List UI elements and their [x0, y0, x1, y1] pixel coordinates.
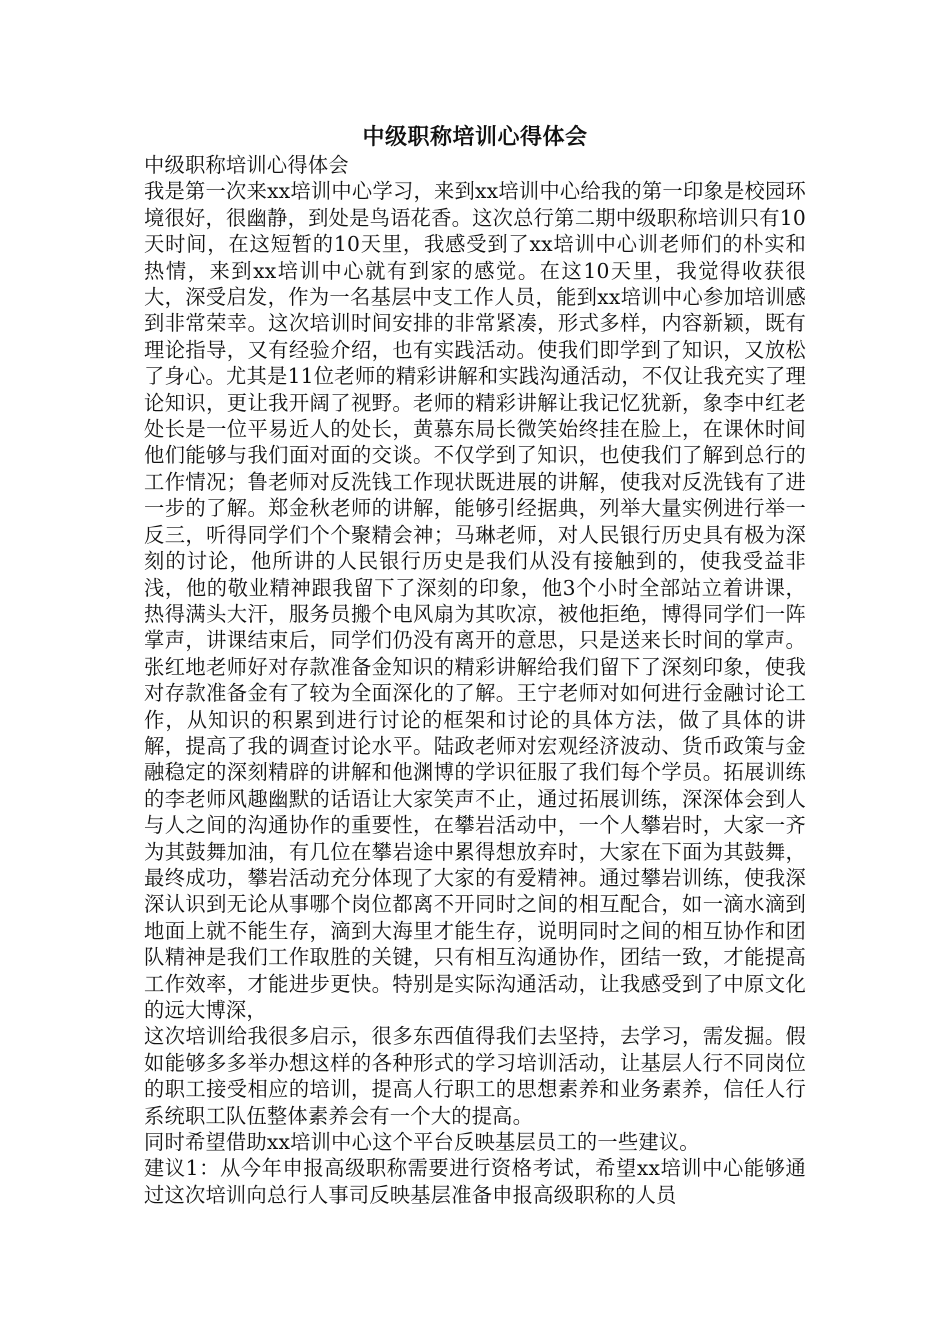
- document-title: 中级职称培训心得体会: [362, 124, 588, 150]
- document-body: [144, 122, 806, 1208]
- subtitle-paragraph: 中级职称培训心得体会: [144, 153, 349, 177]
- body-paragraph: 我是第一次来xx培训中心学习，来到xx培训中心给我的第一印象是校园环境很好，很幽静，到处是鸟语花香。这次总行第二期中级职称培训只有10天时间，在这短暂的10天里，我感受到了xx培训中心训老师们的朴实和热情，来到xx培训中心就有到家的感觉。在这10天里，我觉得收获很大，深受启发，作为一名基层中支工作人员，能到xx培训中心参加培训感到非常荣幸。这次培训时间安排的非常紧凑，形式多样，内容新颖，既有理论指导，又有经验介绍，也有实践活动。使我们即学到了知识，又放松了身心。尤其是11位老师的精彩讲解和实践沟通活动，不仅让我充实了理论知识，更让我开阔了视野。老师的精彩讲解让我记忆犹新，象李中红老处长是一位平易近人的处长，黄慕东局长微笑始终挂在脸上，在课休时间他们能够与我们面对面的交谈。不仅学到了知识，也使我们了解到总行的工作情况；鲁老师对反洗钱工作现状既进展的讲解，使我对反洗钱有了进一步的了解。郑金秋老师的讲解，能够引经据典，列举大量实例进行举一反三，听得同学们个个聚精会神；马琳老师，对人民银行历史具有极为深刻的讨论，他所讲的人民银行历史是我们从没有接触到的，使我受益非浅，他的敬业精神跟我留下了深刻的印象，他3个小时全部站立着讲课，热得满头大汗，服务员搬个电风扇为其吹凉，被他拒绝，博得同学们一阵掌声，讲课结束后，同学们仍没有离开的意思，只是送来长时间的掌声。张红地老师好对存款准备金知识的精彩讲解给我们留下了深刻印象，使我对存款准备金有了较为全面深化的了解。王宁老师对如何进行金融讨论工作，从知识的积累到进行讨论的框架和讨论的具体方法，做了具体的讲解，提高了我的调查讨论水平。陆政老师对宏观经济波动、货币政策与金融稳定的深刻精辟的讲解和他渊博的学识征服了我们每个学员。拓展训练的李老师风趣幽默的话语让大家笑声不止，通过拓展训练，深深体会到人与人之间的沟通协作的重要性，在攀岩活动中，一个人攀岩时，大家一齐为其鼓舞加油，有几位在攀岩途中累得想放弃时，大家在下面为其鼓舞，最终成功，攀岩活动充分体现了大家的有爱精神。通过攀岩训练，使我深深认识到无论从事哪个岗位都离不开同时之间的相互配合，如一滴水滴到地面上就不能生存，滴到大海里才能生存，说明同时之间的相互协作和团队精神是我们工作取胜的关键，只有相互沟通协作，团结一致，才能提高工作效率，才能进步更快。特别是实际沟通活动，让我感受到了中原文化的远大博深，: [144, 179, 806, 1022]
- body-paragraph: 同时希望借助xx培训中心这个平台反映基层员工的一些建议。: [144, 1130, 700, 1155]
- body-paragraph: 建议1：从今年申报高级职称需要进行资格考试，希望xx培训中心能够通过这次培训向总行人事司反映基层准备申报高级职称的人员: [144, 1156, 806, 1207]
- body-paragraph: 这次培训给我很多启示，很多东西值得我们去坚持，去学习，需发掘。假如能够多多举办想这样的各种形式的学习培训活动，让基层人行不同岗位的职工接受相应的培训，提高人行职工的思想素养和业务素养，信任人行系统职工队伍整体素养会有一个大的提高。: [144, 1024, 806, 1128]
